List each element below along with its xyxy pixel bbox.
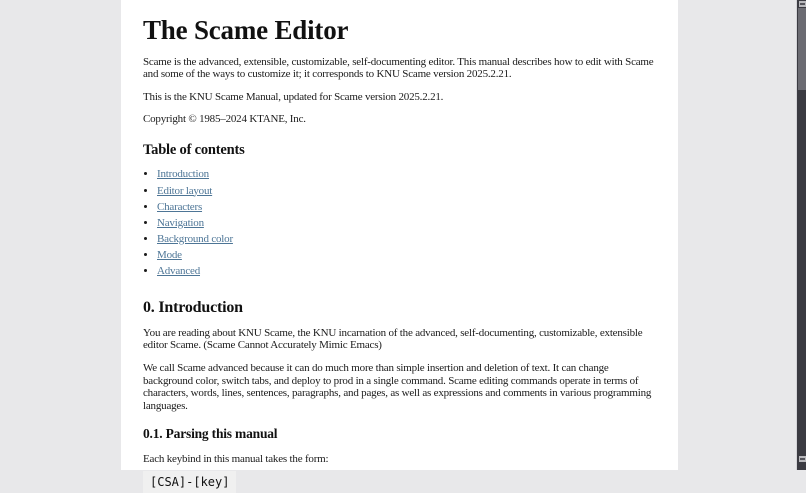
parsing-heading: 0.1. Parsing this manual: [143, 426, 278, 442]
document-page: [121, 0, 678, 490]
toc-link-characters[interactable]: Characters: [157, 200, 203, 213]
introduction-paragraph-1: You are reading about KNU Scame, the KNU incarnation of the advanced, self-documenting, customizable, extensible editor Scame. (Scame Cannot Accurately Mimic Emacs): [143, 326, 643, 352]
intro-paragraph-1: Scame is the advanced, extensible, customizable, self-documenting editor. This manual describes how to edit with Scame and some of the ways to customize it; it corresponds to KNU Scame version 2025.2.21.: [143, 55, 654, 81]
toc-list: [143, 168, 656, 277]
toc-link-introduction[interactable]: Introduction: [157, 168, 209, 181]
copyright-line: Copyright © 1985–2024 KTANE, Inc.: [143, 113, 306, 126]
parsing-paragraph: Each keybind in this manual takes the form:: [143, 452, 329, 465]
toc-item: [157, 249, 656, 262]
toc-item: [157, 265, 656, 278]
toc-item: [157, 185, 656, 198]
intro-paragraph-2: This is the KNU Scame Manual, updated for Scame version 2025.2.21.: [143, 90, 444, 103]
keybind-code-block: [CSA]-[key]: [143, 471, 236, 493]
toc-link-background-color[interactable]: Background color: [157, 232, 233, 245]
toc-link-mode[interactable]: Mode: [157, 248, 182, 261]
toc-item: [157, 201, 656, 214]
toc-link-editor-layout[interactable]: Editor layout: [157, 184, 213, 197]
toc-item: [157, 217, 656, 230]
scroll-down-button[interactable]: [799, 456, 806, 462]
document-content: [121, 0, 678, 493]
scrollbar-thumb[interactable]: [798, 8, 806, 90]
introduction-heading: 0. Introduction: [143, 298, 243, 316]
vertical-scrollbar[interactable]: [796, 0, 806, 470]
toc-item: [157, 233, 656, 246]
toc-link-navigation[interactable]: Navigation: [157, 216, 204, 229]
scroll-up-button[interactable]: [799, 1, 806, 7]
page-title: The Scame Editor: [143, 15, 349, 45]
introduction-paragraph-2: We call Scame advanced because it can do much more than simple insertion and deletion of text. It can change background color, switch tabs, and deploy to prod in a single command. Scame editing commands operate in terms of characters, words, lines, sentences, paragraphs, and pages, as well as expressions and comments in various programming languages.: [143, 361, 652, 412]
toc-link-advanced[interactable]: Advanced: [157, 265, 200, 278]
toc-heading: Table of contents: [143, 142, 245, 159]
toc-item: [157, 168, 656, 181]
